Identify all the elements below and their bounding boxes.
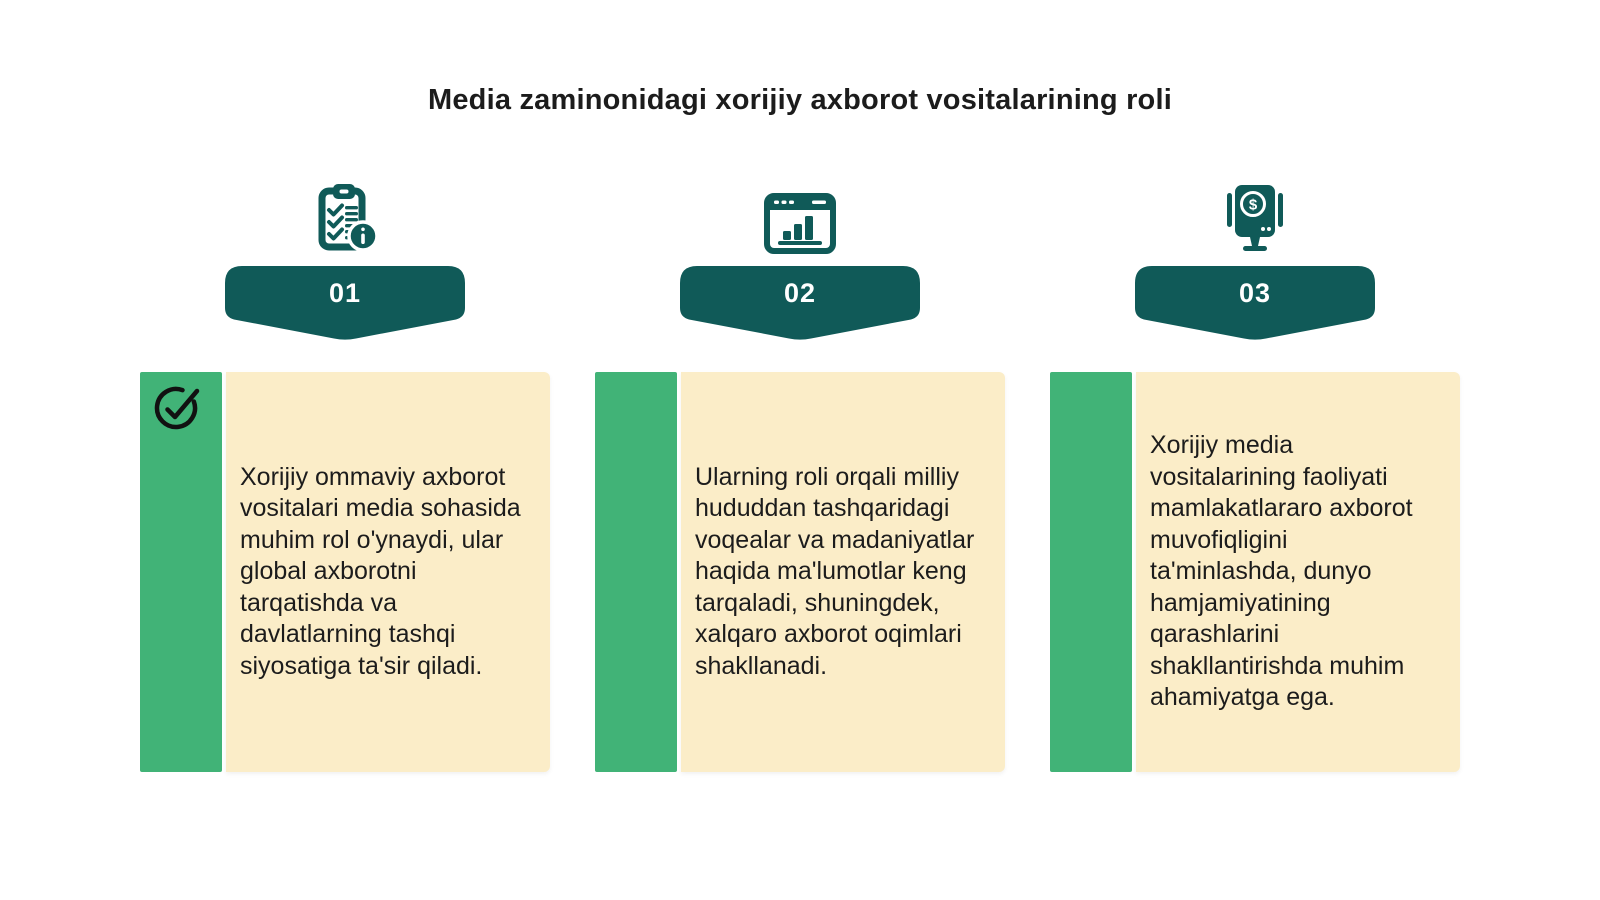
card-text: Xorijiy media vositalarining faoliyati mamlakatlararo axborot muvofiqligini ta'minlashda, dunyo hamjamiyatining qarashlarini shakllantirishda muhim ahamiyatga ega. <box>1150 431 1413 712</box>
card-body <box>681 372 1005 772</box>
step-number: 03 <box>1238 278 1272 308</box>
page-title: Media zaminonidagi xorijiy axborot vositalarining roli <box>428 84 1172 116</box>
step-banner-1 <box>225 266 465 342</box>
monitor-dollar-icon <box>1215 179 1295 257</box>
card-body <box>1136 372 1460 772</box>
browser-bar-chart-icon <box>760 179 840 257</box>
card-stripe <box>595 372 677 772</box>
clipboard-checklist-info-icon <box>306 179 384 257</box>
card-body <box>226 372 550 772</box>
column-1 <box>140 179 550 772</box>
card-stripe <box>1050 372 1132 772</box>
columns-container <box>140 179 1460 772</box>
card-text: Ularning roli orqali milliy hududdan tashqaridagi voqealar va madaniyatlar haqida ma'lumotlar keng tarqaladi, shuningdek, xalqaro axborot oqimlari shakllanadi. <box>695 462 975 680</box>
step-banner-2 <box>680 266 920 342</box>
check-circle-icon <box>154 384 202 430</box>
step-number: 01 <box>328 278 362 308</box>
card-text: Xorijiy ommaviy axborot vositalari media sohasida muhim rol o'ynaydi, ular global axborotni tarqatishda va davlatlarning tashqi siyosatiga ta'sir qiladi. <box>240 462 521 680</box>
step-number: 02 <box>783 278 817 308</box>
step-banner-3 <box>1135 266 1375 342</box>
svg-text:$: $ <box>1248 196 1258 214</box>
info-card-2 <box>595 372 1005 772</box>
info-card-3 <box>1050 372 1460 772</box>
column-2 <box>595 179 1005 772</box>
card-stripe <box>140 372 222 772</box>
info-card-1 <box>140 372 550 772</box>
column-3 <box>1050 179 1460 772</box>
